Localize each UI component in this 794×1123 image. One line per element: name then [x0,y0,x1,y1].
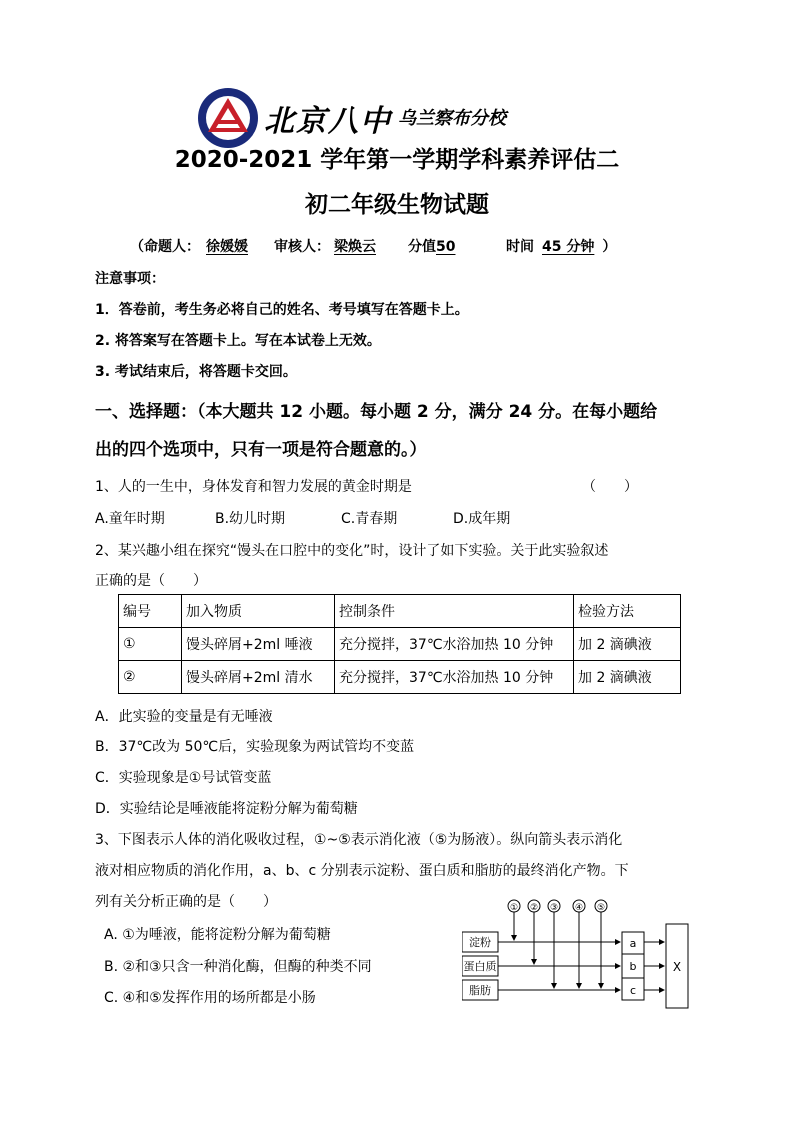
q3-stem-cont: 液对相应物质的消化作用，a、b、c 分别表示淀粉、蛋白质和脂肪的最终消化产物。下 [95,863,629,879]
notes-heading: 注意事项： [95,271,165,287]
juice-label: ① [509,903,519,913]
juice-label: ③ [549,903,559,913]
table-header: 控制条件 [335,595,574,628]
substance-label: 淀粉 [469,936,491,949]
note-item: 1．答卷前，考生务必将自己的姓名、考号填写在答题卡上。 [95,302,469,318]
time-value: 45 分钟 [542,239,595,255]
juice-label: ⑤ [596,903,606,913]
substance-label: 脂肪 [469,984,491,997]
table-row [119,661,681,694]
q1-option-a: A.童年时期 [95,511,165,527]
branch-name: 乌兰察布分校 [398,108,506,129]
note-item: 3. 考试结束后，将答题卡交回。 [95,364,297,380]
q2-option-d: D．实验结论是唾液能将淀粉分解为葡萄糖 [95,801,358,817]
product-label: c [629,984,637,997]
school-name: 北京八中 [264,104,392,139]
table-header-row [119,595,681,628]
q2-option-b: B．37℃改为 50℃后，实验现象为两试管均不变蓝 [95,739,415,755]
final-label: X [672,960,682,974]
q1-stem: 1、人的一生中，身体发育和智力发展的黄金时期是 [95,479,412,495]
table-cell: 馒头碎屑+2ml 唾液 [182,628,335,661]
q3-stem-cont: 列有关分析正确的是（ ） [95,894,277,910]
exam-subtitle: 初二年级生物试题 [305,192,489,218]
table-header: 检验方法 [574,595,681,628]
q3-stem: 3、下图表示人体的消化吸收过程，①~⑤表示消化液（⑤为肠液）。纵向箭头表示消化 [95,832,623,848]
digestion-diagram [462,894,692,1010]
time-label: 时间 [506,239,534,255]
table-cell: ① [119,628,182,661]
table-cell: 充分搅拌，37℃水浴加热 10 分钟 [335,661,574,694]
product-label: a [629,937,637,950]
reviewer-label: 审核人： [274,239,330,255]
note-item: 2. 将答案写在答题卡上。写在本试卷上无效。 [95,333,381,349]
meta-close: ） [602,239,617,255]
product-label: b [629,960,637,973]
q3-option-b: B. ②和③只含一种消化酶，但酶的种类不同 [104,959,372,975]
substance-label: 蛋白质 [463,960,497,973]
q2-option-c: C．实验现象是①号试管变蓝 [95,770,272,786]
experiment-table [118,594,681,694]
setter-name: 徐媛媛 [206,239,248,255]
table-cell: 加 2 滴碘液 [574,628,681,661]
q2-stem-cont: 正确的是（ ） [95,573,207,589]
table-cell: 加 2 滴碘液 [574,661,681,694]
q1-answer-blank: （ ） [582,479,638,495]
table-row [119,628,681,661]
table-header: 编号 [119,595,182,628]
juice-labels [508,900,607,913]
exam-title: 2020-2021 学年第一学期学科素养评估二 [174,147,620,173]
section-heading: 一、选择题：（本大题共 12 小题。每小题 2 分，满分 24 分。在每小题给 [95,402,658,422]
table-header: 加入物质 [182,595,335,628]
juice-label: ② [529,903,539,913]
q1-option-d: D.成年期 [453,511,511,527]
q2-stem: 2、某兴趣小组在探究“馒头在口腔中的变化”时，设计了如下实验。关于此实验叙述 [95,543,609,559]
q3-option-c: C. ④和⑤发挥作用的场所都是小肠 [104,990,316,1006]
setter-label: （命题人： [130,239,200,255]
q1-option-c: C.青春期 [341,511,398,527]
section-heading-cont: 出的四个选项中，只有一项是符合题意的。） [95,440,427,460]
table-cell: 馒头碎屑+2ml 清水 [182,661,335,694]
exam-meta [130,236,616,256]
score-label: 分值 [408,239,436,255]
juice-label: ④ [574,903,584,913]
table-cell: ② [119,661,182,694]
reviewer-name: 梁焕云 [334,239,376,255]
table-cell: 充分搅拌，37℃水浴加热 10 分钟 [335,628,574,661]
q3-option-a: A. ①为唾液，能将淀粉分解为葡萄糖 [104,927,331,943]
q1-option-b: B.幼儿时期 [215,511,286,527]
q2-option-a: A．此实验的变量是有无唾液 [95,709,273,725]
score-value: 50 [436,239,456,255]
